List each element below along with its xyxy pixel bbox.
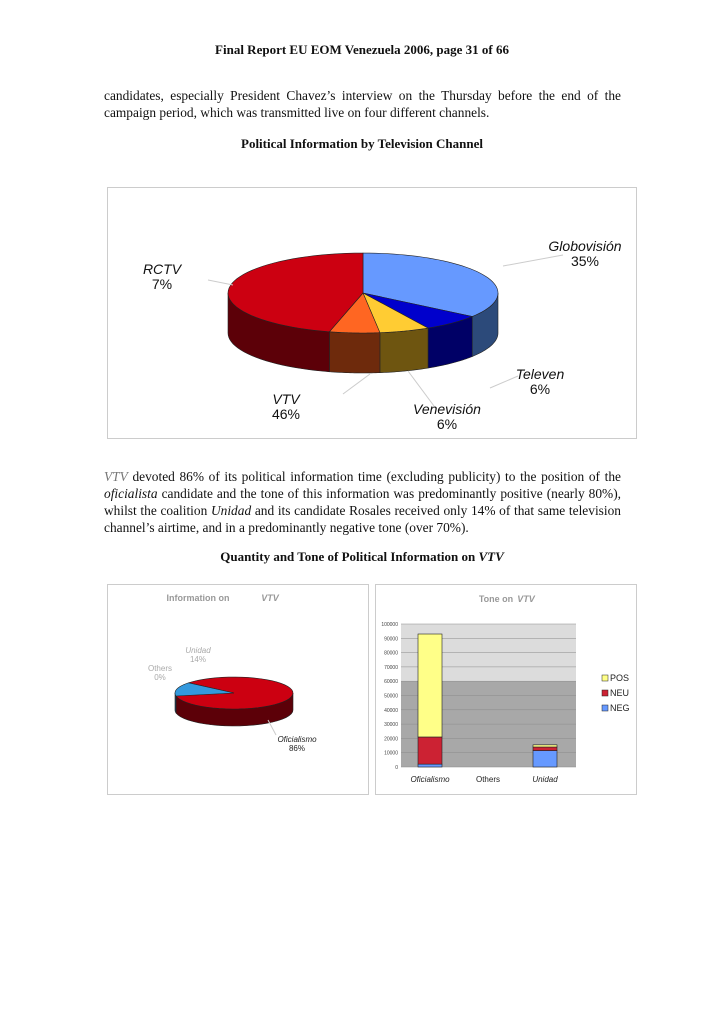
y-tick-label: 80000 — [384, 650, 398, 657]
y-tick-label: 20000 — [384, 736, 398, 743]
caption-text: Quantity and Tone of Political Information on — [220, 549, 479, 564]
slice-label: Televen — [515, 366, 565, 382]
chart-title: Tone on — [478, 594, 514, 604]
y-tick-label: 90000 — [384, 636, 398, 643]
x-tick-label: Others — [475, 775, 501, 784]
paragraph: candidates, especially President Chavez’s interview on the Thursday before the end of the campaign period, which was transmitted live on four different channels. — [104, 88, 621, 120]
text: and its candidate Rosales received only 14% of that same television channel’s airtime, and in a predominantly negative tone (over 70%). — [104, 503, 621, 535]
text-italic: oficialista — [104, 486, 158, 501]
pie-wall-venevisión — [329, 332, 379, 373]
bar-pos-oficialismo — [418, 634, 442, 737]
info-pie-chart — [107, 584, 369, 795]
text: candidate and the tone of this information was predominantly positive (nearly 80%), whilst the coalition — [104, 486, 621, 518]
bar-neu-oficialismo — [418, 737, 442, 764]
figure-caption — [0, 549, 724, 565]
y-tick-label: 50000 — [384, 693, 398, 700]
y-tick-label: 100000 — [381, 622, 398, 628]
slice-value: 86% — [288, 744, 306, 753]
channel-pie-chart — [107, 187, 637, 439]
slice-value: 46% — [271, 406, 301, 422]
slice-value: 6% — [529, 381, 551, 397]
legend-swatch-pos — [602, 675, 608, 681]
x-tick-label: Oficialismo — [410, 775, 450, 784]
x-tick-label: Unidad — [532, 775, 558, 784]
slice-label: Others — [147, 664, 173, 673]
legend-label: NEU — [610, 688, 630, 698]
slice-value: 7% — [151, 276, 173, 292]
chart-title: Information on — [166, 593, 230, 603]
caption-italic: VTV — [478, 549, 504, 564]
slice-label: RCTV — [142, 261, 182, 277]
slice-label: Globovisión — [548, 238, 622, 254]
slice-value: 0% — [154, 673, 166, 682]
bar-pos-unidad — [533, 745, 557, 747]
chart-title-italic: VTV — [517, 594, 535, 604]
text-italic: VTV — [104, 469, 128, 484]
legend-swatch-neg — [602, 705, 608, 711]
y-tick-label: 10000 — [384, 750, 398, 757]
text: devoted 86% of its political information time (excluding publicity) to the position of the — [127, 469, 621, 484]
pie-wall-televen — [380, 328, 428, 373]
leader-line — [343, 374, 370, 394]
slice-label: Unidad — [185, 646, 211, 655]
text-italic: Unidad — [210, 503, 252, 518]
legend-label: NEG — [610, 703, 630, 713]
leader-line — [490, 376, 518, 388]
y-tick-label: 40000 — [384, 707, 398, 714]
y-tick-label: 60000 — [384, 679, 398, 686]
bar-neg-oficialismo — [418, 764, 442, 767]
bar-neg-unidad — [533, 751, 557, 767]
y-tick-label: 0 — [395, 765, 398, 771]
figure-caption: Political Information by Television Channel — [241, 136, 483, 151]
slice-label: Oficialismo — [277, 735, 317, 744]
slice-value: 14% — [189, 655, 207, 664]
slice-label: VTV — [272, 391, 300, 407]
slice-value: 6% — [436, 416, 458, 432]
bar-neu-unidad — [533, 747, 557, 751]
paragraph — [104, 468, 621, 536]
y-tick-label: 70000 — [384, 664, 398, 671]
legend-label: POS — [610, 673, 630, 683]
leader-line — [503, 255, 563, 266]
legend-swatch-neu — [602, 690, 608, 696]
y-tick-label: 30000 — [384, 722, 398, 729]
tone-bar-chart — [375, 584, 637, 795]
page-header: Final Report EU EOM Venezuela 2006, page 31 of 66 — [215, 42, 509, 57]
leader-line — [208, 280, 233, 285]
slice-value: 35% — [570, 253, 600, 269]
slice-label: Venevisión — [413, 401, 481, 417]
chart-title-italic: VTV — [261, 593, 279, 603]
